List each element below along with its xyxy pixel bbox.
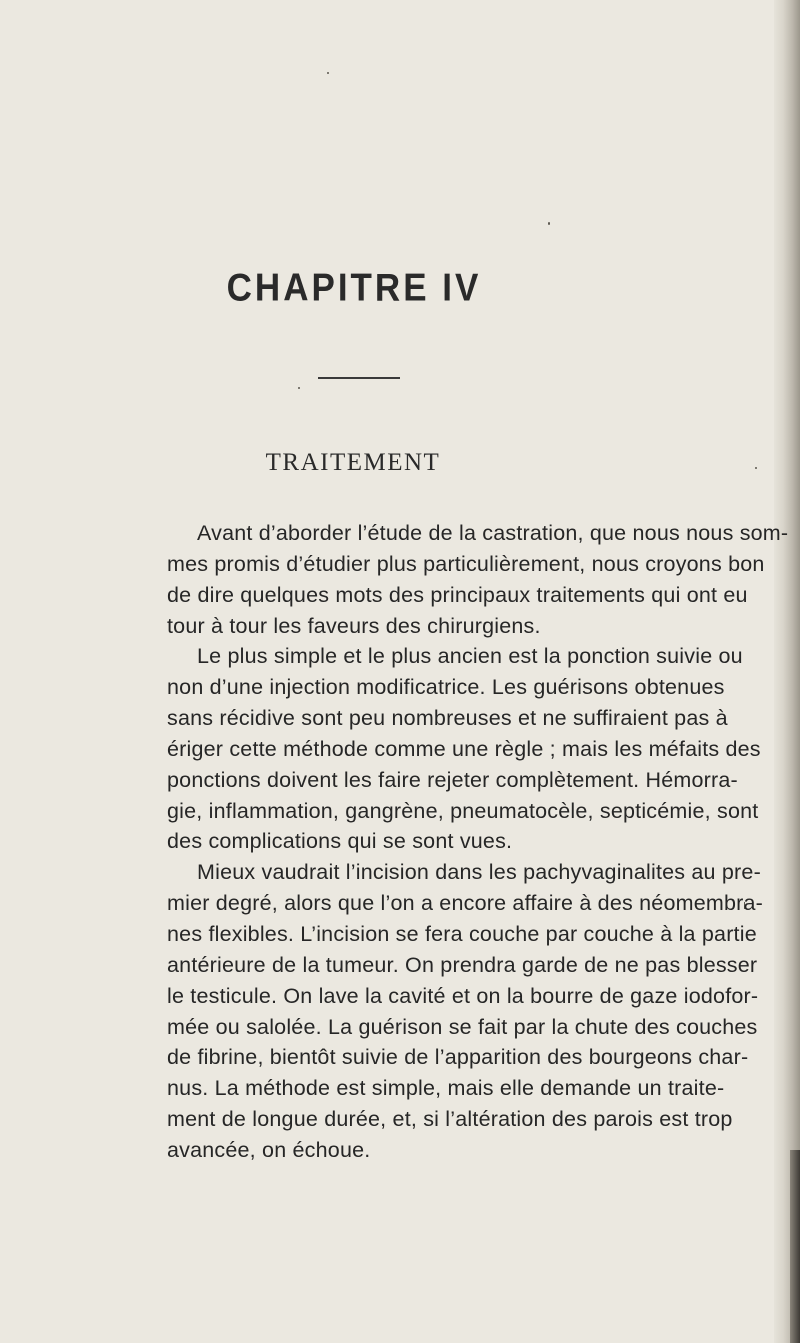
section-title: TRAITEMENT xyxy=(265,449,441,476)
text-line: ment de longue durée, et, si l’altération des parois est trop xyxy=(167,1107,733,1132)
paper-speck xyxy=(755,467,757,469)
text-line: le testicule. On lave la cavité et on la bourre de gaze iodofor- xyxy=(167,983,759,1008)
paragraph-3 xyxy=(137,857,764,1165)
text-line: gie, inflammation, gangrène, pneumatocèle, septicémie, sont xyxy=(167,798,759,823)
text-line: nes flexibles. L’incision se fera couche par couche à la partie xyxy=(167,921,757,946)
text-line: de fibrine, bientôt suivie de l’apparition des bourgeons char- xyxy=(167,1045,749,1070)
paragraph-2 xyxy=(137,641,761,857)
chapter-title: CHAPITRE IV xyxy=(226,265,482,310)
text-line: ponctions doivent les faire rejeter complètement. Hémorra- xyxy=(167,767,738,792)
paper-speck xyxy=(298,387,300,389)
text-line: des complications qui se sont vues. xyxy=(167,829,513,854)
text-line: ériger cette méthode comme une règle ; mais les méfaits des xyxy=(167,736,761,761)
text-line: Mieux vaudrait l’incision dans les pachyvaginalites au pre- xyxy=(197,860,761,885)
text-line: tour à tour les faveurs des chirurgiens. xyxy=(167,613,541,638)
text-line: Avant d’aborder l’étude de la castration, que nous nous som- xyxy=(197,521,789,545)
text-line: mée ou salolée. La guérison se fait par la chute des couches xyxy=(167,1014,758,1039)
text-line: non d’une injection modificatrice. Les guérisons obtenues xyxy=(167,675,725,700)
text-line: mes promis d’étudier plus particulièrement, nous croyons bon xyxy=(167,551,765,576)
text-line: nus. La méthode est simple, mais elle demande un traite- xyxy=(167,1076,725,1101)
text-line: avancée, on échoue. xyxy=(167,1137,371,1162)
text-line: mier degré, alors que l’on a encore affaire à des néomembra- xyxy=(167,891,764,916)
page-edge-binding xyxy=(790,1150,800,1343)
paper-speck xyxy=(548,222,550,225)
paper-speck xyxy=(327,72,329,74)
text-line: Le plus simple et le plus ancien est la ponction suivie ou xyxy=(197,644,743,669)
text-line: antérieure de la tumeur. On prendra garde de ne pas blesser xyxy=(167,952,758,977)
title-divider xyxy=(318,377,400,379)
page-edge-shadow xyxy=(774,0,800,1343)
body-text xyxy=(137,518,789,1166)
text-line: de dire quelques mots des principaux traitements qui ont eu xyxy=(167,582,748,607)
paragraph-1 xyxy=(137,518,789,641)
text-line: sans récidive sont peu nombreuses et ne suffiraient pas à xyxy=(167,706,728,731)
